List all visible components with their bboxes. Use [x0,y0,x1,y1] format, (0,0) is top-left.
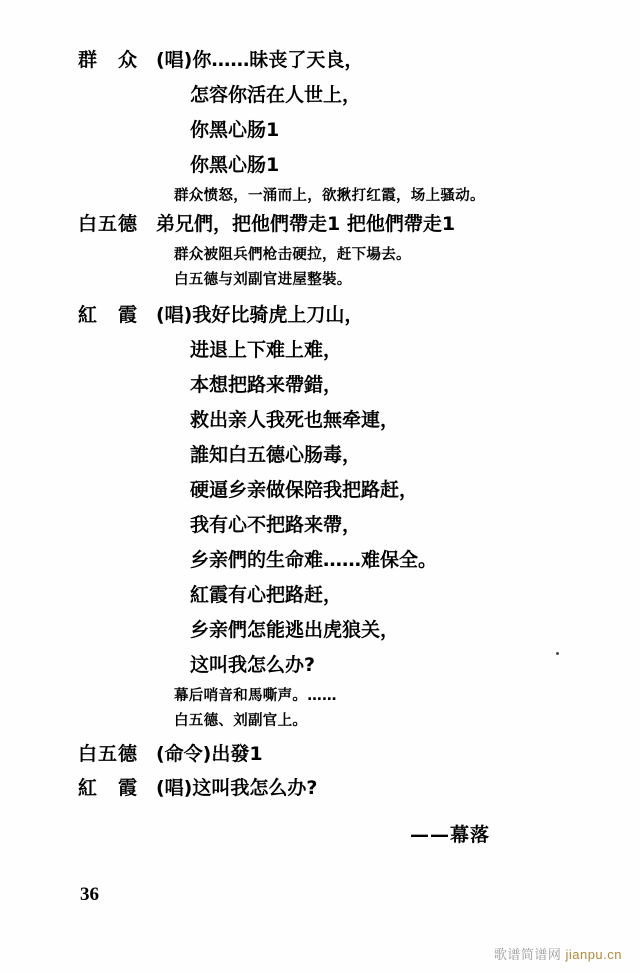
stage-direction: 群众愤怒，一涌而上，欲揪打红霞，场上骚动。 [174,188,485,204]
sung-line: 你黑心肠1 [190,154,280,176]
sung-line: 乡亲們的生命难……难保全。 [190,549,438,571]
watermark-site: jianpu.cn [565,947,622,962]
dialogue-line [78,301,548,329]
script-body [78,46,548,847]
sung-line: 誰知白五德心肠毒， [190,444,362,466]
cue-label: (命令) [156,743,212,765]
dialogue-text: 弟兄們，把他們帶走1 把他們帶走1 [156,213,456,235]
page-number: 36 [80,884,99,905]
cue-label: (唱) [156,304,193,326]
line-text: 这叫我怎么办? [192,777,318,799]
speaker-label: 紅 霞 [78,777,139,799]
dialogue-text [156,774,548,802]
dialogue-line [78,740,548,768]
line-text: 你……昧丧了天良， [192,49,364,71]
dialogue-text [156,301,548,329]
stage-direction: 白五德、刘副官上。 [174,713,308,729]
watermark [494,944,622,963]
speaker-label: 紅 霞 [78,304,139,326]
curtain-note: ——幕落 [409,824,490,846]
dialogue-line [78,46,548,74]
line-text: 我好比骑虎上刀山， [192,304,364,326]
dialogue-line [78,774,548,802]
stage-direction: 白五德与刘副官进屋整裝。 [174,272,352,288]
line-text: 出發1 [211,743,263,765]
stage-direction: 群众被阻兵們枪击硬拉，赶下場去。 [174,247,411,263]
page-speck [556,652,559,655]
dialogue-text [156,740,548,768]
sung-line: 救出亲人我死也無牵連， [190,409,400,431]
cue-label: (唱) [156,777,193,799]
stage-direction: 幕后哨音和馬嘶声。…… [174,688,337,704]
sung-line: 我有心不把路来帶， [190,514,362,536]
sung-line: 这叫我怎么办? [190,654,316,676]
speaker-label: 白五德 [78,213,139,235]
sung-line: 进退上下难上难， [190,339,343,361]
speaker-label: 群 众 [78,49,139,71]
watermark-text: 歌谱简谱网 [493,947,562,962]
sung-line: 怎容你活在人世上， [190,84,362,106]
sung-line: 硬逼乡亲做保陪我把路赶， [190,479,419,501]
dialogue-text [156,46,548,74]
speaker-label: 白五德 [78,743,139,765]
sung-line: 乡亲們怎能逃出虎狼关， [190,619,400,641]
cue-label: (唱) [156,49,193,71]
dialogue-line [78,210,548,238]
sung-line: 你黑心肠1 [190,119,280,141]
sung-line: 紅霞有心把路赶， [190,584,343,606]
sung-line: 本想把路来帶錯， [190,374,343,396]
